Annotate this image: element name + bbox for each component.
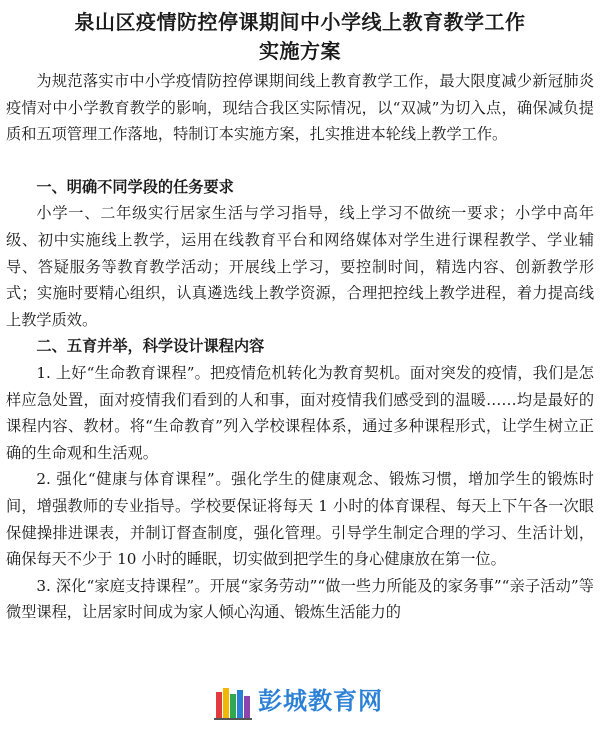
section2-item2: 2. 强化“健康与体育课程”。强化学生的健康观念、锻炼习惯，增加学生的锻炼时间，增强教师的专业指导。学校要保证将每天 1 小时的体育课程、每天上下午各一次眼保健操排进课表，并制订督查制度，强化管理。引导学生制定合理的学习、生活计划，确保每天不少于 10 小时的睡眠，切实做到把学生的身心健康放在第一位。 <box>6 470 594 569</box>
books-logo-icon <box>212 682 256 722</box>
section2-heading: 二、五育并举，科学设计课程内容 <box>36 337 265 356</box>
section1-paragraph: 小学一、二年级实行居家生活与学习指导，线上学习不做统一要求；小学中高年级、初中实施线上教学，运用在线教育平台和网络媒体对学生进行课程教学、学业辅导、答疑服务等教育教学活动；开展线上学习，要控制时间，精选内容、创新教学形式；实施时要精心组织，认真遴选线上教学资源，合理把控线上教学进程，着力提高线上教学质效。 <box>6 204 594 329</box>
section1-heading: 一、明确不同学段的任务要求 <box>36 177 234 196</box>
document-title-line2: 实施方案 <box>259 39 341 63</box>
section2-item3: 3. 深化“家庭支持课程”。开展“家务劳动”“做一些力所能及的家务事”“亲子活动”等微型课程，让居家时间成为家人倾心沟通、锻炼生活能力的 <box>6 576 594 622</box>
section2-item1: 1. 上好“生命教育课程”。把疫情危机转化为教育契机。面对突发的疫情，我们是怎样应急处置，面对疫情我们看到的人和事，面对疫情我们感受到的温暖……均是最好的课程内容、教材。将“生命教育”列入学校课程体系，通过多种课程形式，让学生树立正确的生命观和生活观。 <box>6 363 594 462</box>
watermark <box>210 680 450 724</box>
document-title-line1: 泉山区疫情防控停课期间中小学线上教育教学工作 <box>74 10 526 34</box>
paragraph-spacer <box>6 148 594 174</box>
watermark-text: 彭城教育网 <box>258 687 383 715</box>
document-body <box>6 68 594 626</box>
intro-paragraph: 为规范落实市中小学疫情防控停课期间线上教育教学工作，最大限度减少新冠肺炎疫情对中小学教育教学的影响，现结合我区实际情况，以“双减”为切入点，确保减负提质和五项管理工作落地，特制订本实施方案，扎实推进本轮线上教学工作。 <box>6 72 594 144</box>
